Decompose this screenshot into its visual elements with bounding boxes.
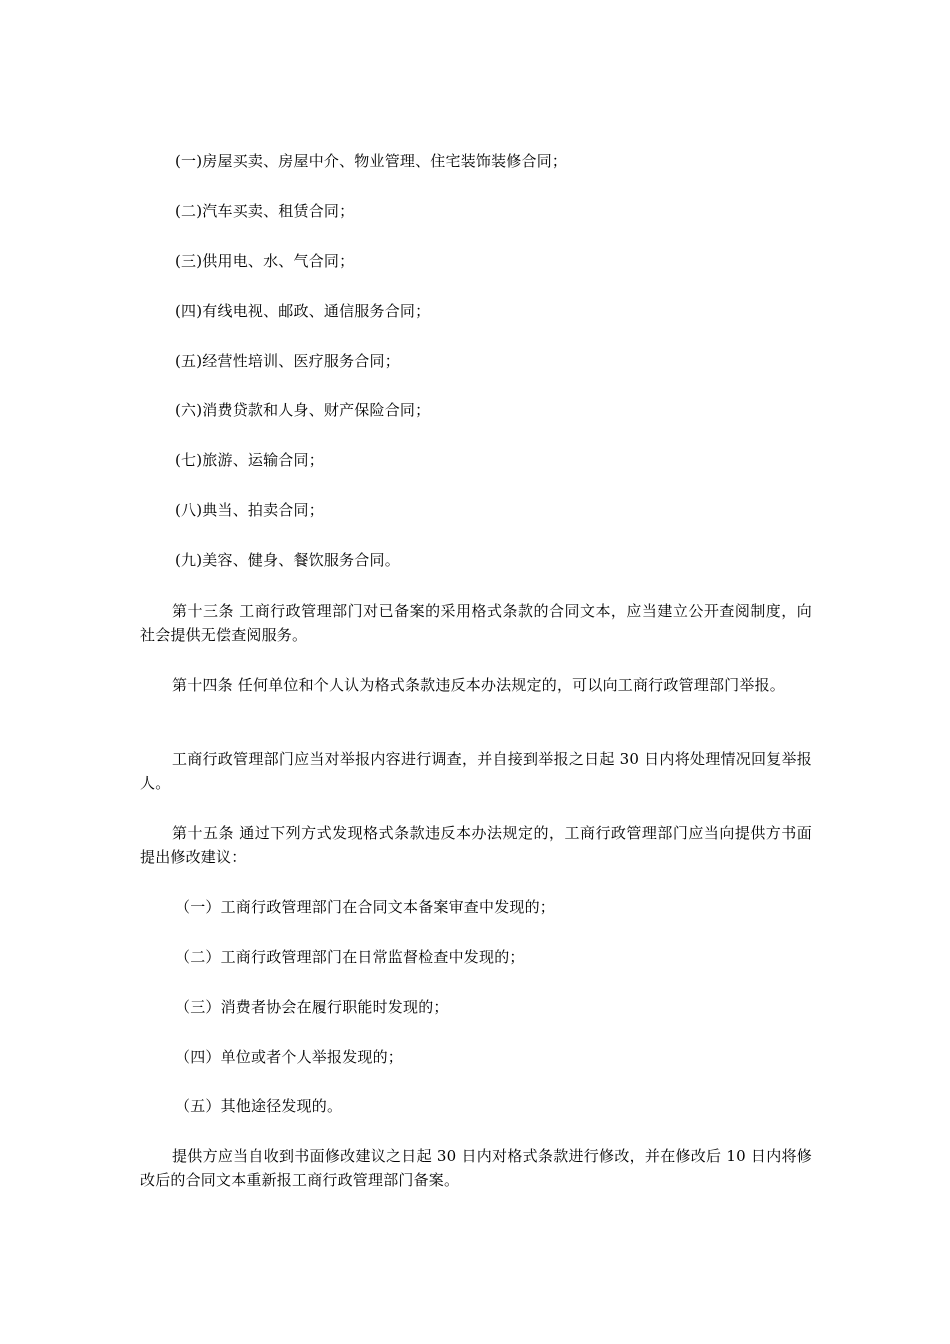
article-14-followup-paragraph: 工商行政管理部门应当对举报内容进行调查，并自接到举报之日起 30 日内将处理情况回复举报人。: [140, 750, 812, 792]
article-15-paragraph: 第十五条 通过下列方式发现格式条款违反本办法规定的，工商行政管理部门应当向提供方书面提出修改建议：: [140, 824, 812, 866]
list-item: (二)汽车买卖、租赁合同；: [175, 202, 355, 220]
list-item: （三）消费者协会在履行职能时发现的；: [175, 998, 449, 1016]
list-item: (六)消费贷款和人身、财产保险合同；: [175, 401, 431, 419]
list-item: (三)供用电、水、气合同；: [175, 252, 355, 270]
list-item: (七)旅游、运输合同；: [175, 451, 324, 469]
article-13-paragraph: 第十三条 工商行政管理部门对已备案的采用格式条款的合同文本，应当建立公开查阅制度，向社会提供无偿查阅服务。: [140, 602, 812, 644]
list-item: (九)美容、健身、餐饮服务合同。: [175, 551, 400, 569]
list-item: (五)经营性培训、医疗服务合同；: [175, 352, 400, 370]
list-item: (四)有线电视、邮政、通信服务合同；: [175, 302, 431, 320]
list-item: （一）工商行政管理部门在合同文本备案审查中发现的；: [175, 898, 556, 916]
list-item: （二）工商行政管理部门在日常监督检查中发现的；: [175, 948, 525, 966]
list-item: (一)房屋买卖、房屋中介、物业管理、住宅装饰装修合同；: [175, 152, 568, 170]
article-14-paragraph: 第十四条 任何单位和个人认为格式条款违反本办法规定的，可以向工商行政管理部门举报。: [172, 676, 785, 694]
list-item: (八)典当、拍卖合同；: [175, 501, 324, 519]
list-item: （四）单位或者个人举报发现的；: [175, 1048, 404, 1066]
article-15-followup-paragraph: 提供方应当自收到书面修改建议之日起 30 日内对格式条款进行修改，并在修改后 10 日内将修改后的合同文本重新报工商行政管理部门备案。: [140, 1147, 812, 1189]
list-item: （五）其他途径发现的。: [175, 1097, 343, 1115]
